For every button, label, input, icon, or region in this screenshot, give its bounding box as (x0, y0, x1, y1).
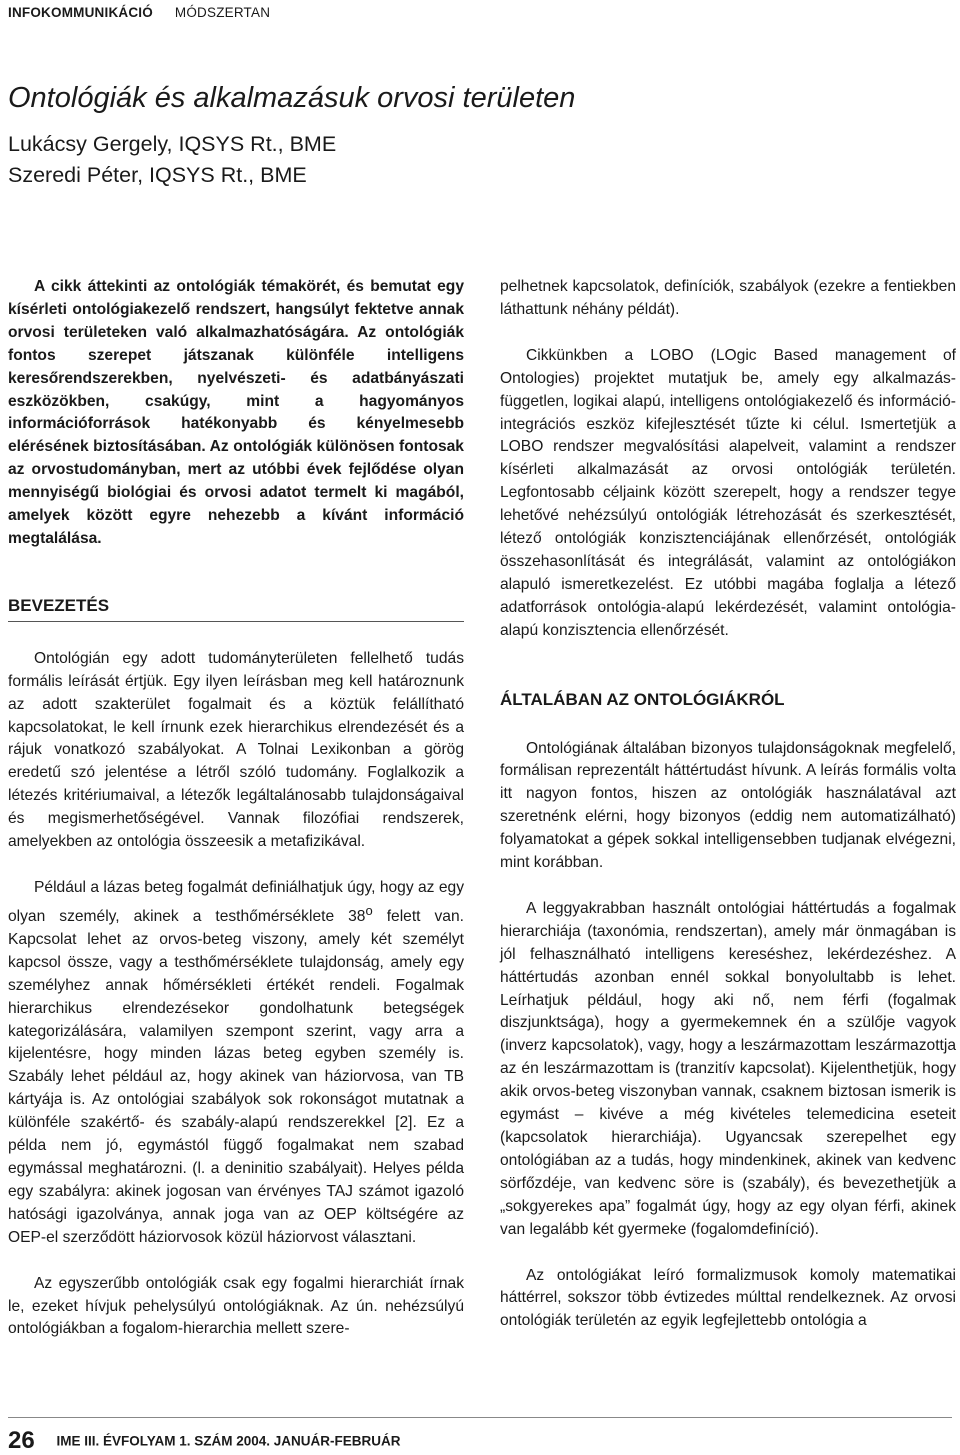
running-header (8, 5, 270, 20)
paragraph: Cikkünkben a LOBO (LOgic Based management of Ontologies) projektet mutatjuk be, amely egy alkalmazás-független, logikai alapú, intelligens ontológiakezelő és információ-integrációs eszköz kifejlesztését tűzte ki célul. Ismertetjük a LOBO rendszer megvalósítási alapelveit, valamint a rendszer kísérleti alkalmazását az orvosi ontológiák területén. Legfontosabb céljaink között szerepelt, hogy a rendszer tegye lehetővé nehézsúlyú ontológiák létrehozását és szerkesztését, létező ontológiák konzisztenciájának ellenőrzését, ontológiák összehasonlítását és integrálását, valamint az ontológiákon alapuló ismeretkezelést. Ez utóbbi magába foglalja a létező adatforrások ontológia-alapú lekérdezését, valamint ontológia-alapú konzisztencia ellenőrzését. (500, 346, 956, 639)
section-heading-bevezetes: BEVEZETÉS (8, 595, 110, 615)
paragraph: Az ontológiákat leíró formalizmusok komoly matematikai háttérrel, sokszor több évtizedes múlttal rendelkeznek. Az orvosi ontológiák területén az egyik legfejlettebb ontológia a (500, 1266, 956, 1330)
section-heading-bevezetes-wrap (8, 595, 464, 622)
running-footer (8, 1427, 401, 1455)
author-list (8, 129, 336, 191)
journal-info: IME III. ÉVFOLYAM 1. SZÁM 2004. JANUÁR-FEBRUÁR (56, 1433, 401, 1449)
paragraph: A leggyakrabban használt ontológiai háttértudás a fogalmak hierarchiája (taxonómia, rendszertan), amely már önmagában is jól felhasználható intelligens kereséshez, lekérdezéshez. A háttértudás azonban ennél sokkal bonyolultabb is lehet. Leírhatjuk például, hogy aki nő, nem férfi (fogalmak diszjunktsága), hogy a gyermekemnek én a szülője vagyok (inverz kapcsolatok), vagy, hogy a leszármazottam leszármazottja az én leszármazottam is (tranzitív kapcsolat). Kijelenthetjük, hogy akik orvos-beteg viszonyban vannak, csaknem biztosan ismerik is egymást – kivéve a még kivételes telemedicina eseteit (kapcsolatok hierarchiája). Ugyancsak szerepelhet egy ontológiában az a tudás, hogy mindenkinek, akinek van kedvenc sörfőzdéje, van kedvenc söre is (szabály), és bevezethetjük a „sokgyerekes apa” fogalmát úgy, hogy az egy olyan férfi, akinek van legalább két gyermeke (fogalomdefiníció). (500, 899, 956, 1238)
page-number: 26 (8, 1427, 35, 1454)
author-1: Lukácsy Gergely, IQSYS Rt., BME (8, 132, 337, 156)
paragraph-continued: pelhetnek kapcsolatok, definíciók, szabályok (ezekre a fentiekben láthattunk néhány példát). (500, 278, 956, 318)
paragraph: Ontológián egy adott tudományterületen fellelhető tudás formális leírását értjük. Egy ilyen leírásban meg kell határoznunk az adott szakterület fogalmait és a köztük felállítható kapcsolatokat, le kell írnunk ezek hierarchikus elrendezését és a rájuk vonatkozó szabályokat. A Tolnai Lexikonban a görög eredetű szó jelentése a létről szóló tudomány. Foglalkozik a létezés kritériumaival, a létezők legáltalánosabb tulajdonságaival és megismerhetőségével. Vannak filozófiai rendszerek, amelyekben az ontológia összeesik a metafizikával. (8, 649, 464, 851)
paragraph-text: felett van. Kapcsolat lehet az orvos-beteg viszony, amely két személyt kapcsol össze, vagy a testhőmérséklete tulajdonság, amely egy személyhez annak hőmérsékleti értékét rendeli. Fogalmak hierarchikus elrendezésekor gondolhatunk betegségek kategorizálására, valamilyen szempont szerint, vagy arra a kijelentésre, hogy minden lázas beteg egyben személy is. Szabály lehet például az, hogy akinek van háziorvosa, van TB kártyája is. Az ontológiai szabályok sok rokonságot mutatnak a különféle szakértő- és szabály-alapú rendszerekkel [2]. Ez a példa nem jó, egymástól függő fogalmakat nem szabad egymással meghatározni. (l. a deninitio szabályait). Helyes példa egy szabályra: akinek jogosan van érvényes TAJ számot igazoló hatósági igazolványa, annak joga van az OEP költségére az OEP-el szerződött háziorvosok közül háziorvost választani. (8, 908, 464, 1246)
paragraph (8, 877, 464, 1250)
paragraph: Ontológiának általában bizonyos tulajdonságoknak megfelelő, formálisan reprezentált háttértudást hívunk. A leírás formális volta itt nagyon fontos, hiszen az ontológiák használatával azt szeretnénk elérni, hogy bizonyos (eddig nem automatizálható) folyamatokat a gépek sokkal intelligensebben tudjanak elvégezni, mint korábban. (500, 739, 956, 872)
article-title: Ontológiák és alkalmazásuk orvosi területen (8, 82, 576, 114)
author-2: Szeredi Péter, IQSYS Rt., BME (8, 163, 307, 187)
footer-divider (8, 1417, 952, 1418)
right-column (500, 276, 956, 1333)
paragraph: Az egyszerűbb ontológiák csak egy fogalmi hierarchiát írnak le, ezeket hívjuk pehelysúlyú ontológiáknak. Az ún. nehézsúlyú ontológiákban a fogalom-hierarchia mellett szere- (8, 1274, 464, 1338)
section-heading-altalaban: ÁLTALÁBAN AZ ONTOLÓGIÁKRÓL (500, 689, 785, 709)
header-section: INFOKOMMUNIKÁCIÓ (8, 5, 153, 20)
abstract: A cikk áttekinti az ontológiák témakörét, és bemutat egy kísérleti ontológiakezelő rendszert, hangsúlyt fektetve annak orvosi területeken való alkalmazhatóságára. Az ontológiák fontos szerepet játszanak különféle intelligens keresőrendszerekben, nyelvészeti- és adatbányászati eszközökben, csakúgy, mint a hagyományos információforrások hatékonyabb és kényelmesebb elérésének biztosításában. Az ontológiák különösen fontosak az orvostudományban, mert az utóbbi évek fejlődése olyan mennyiségű biológiai és orvosi adatot termelt ki magából, amelyek között egyre nehezebb a kívánt információ megtalálása. (8, 278, 464, 547)
degree-superscript: o (365, 902, 373, 918)
paragraph-text: Például a lázas beteg fogalmát definiálhatjuk úgy, hogy az egy olyan személy, akinek a testhőmérséklete 38 (8, 878, 464, 926)
header-subsection: MÓDSZERTAN (174, 5, 271, 20)
left-column (8, 276, 464, 1341)
